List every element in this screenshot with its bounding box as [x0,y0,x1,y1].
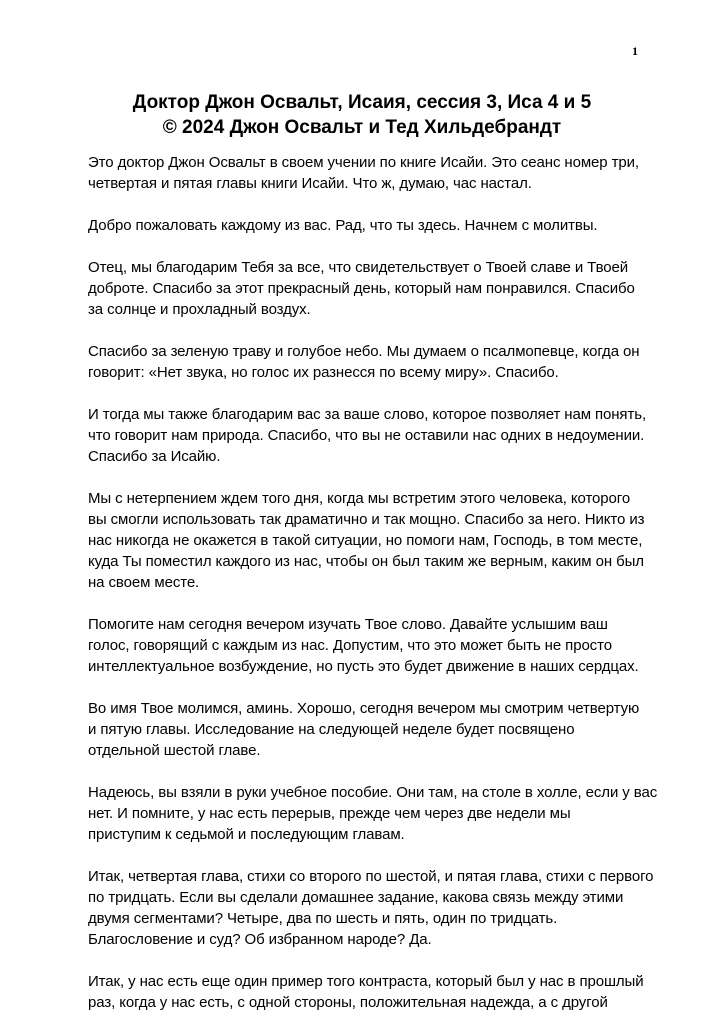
paragraph-line: интеллектуальное возбуждение, но пусть это будет движение в наших сердцах. [88,658,639,675]
paragraph-line: Итак, четвертая глава, стихи со второго по шестой, и пятая глава, стихи с первого [88,868,654,885]
paragraph-line: говорит: «Нет звука, но голос их разнесся по всему миру». Спасибо. [88,364,559,381]
document-title: Доктор Джон Освальт, Исаия, сессия 3, Иса 4 и 5 [132,92,592,113]
paragraph-line: Спасибо за Исайю. [88,448,221,465]
paragraph-line: по тридцать. Если вы сделали домашнее задание, какова связь между этими [88,889,624,906]
paragraph-line: и пятую главы. Исследование на следующей неделе будет посвящено [88,721,575,738]
paragraph-line: доброте. Спасибо за этот прекрасный день, который нам понравился. Спасибо [88,280,635,297]
paragraph-line: вы смогли использовать так драматично и так мощно. Спасибо за него. Никто из [88,511,645,528]
paragraph [88,614,644,677]
paragraph-line: И тогда мы также благодарим вас за ваше слово, которое позволяет нам понять, [88,406,647,423]
paragraph-line: куда Ты поместил каждого из нас, чтобы он был таким же верным, каким он был [88,553,644,570]
document-header [0,90,724,140]
paragraph-line: приступим к седьмой и последующим главам. [88,826,405,843]
page-number: 1 [632,44,638,58]
paragraph-line: за солнце и прохладный воздух. [88,301,311,318]
copyright-line: © 2024 Джон Освальт и Тед Хильдебрандт [162,117,562,138]
paragraph-line: на своем месте. [88,574,200,591]
document-body [88,152,658,1034]
paragraph-line: что говорит нам природа. Спасибо, что вы не оставили нас одних в недоумении. [88,427,645,444]
paragraph [88,866,654,950]
paragraph-line: раз, когда у нас есть, с одной стороны, положительная надежда, а с другой [88,994,608,1011]
paragraph [88,971,644,1013]
paragraph-line: Это доктор Джон Освальт в своем учении по книге Исайи. Это сеанс номер три, [88,154,639,171]
paragraph-line: Во имя Твое молимся, аминь. Хорошо, сегодня вечером мы смотрим четвертую [88,700,640,717]
paragraph [88,341,644,383]
paragraph-line: Отец, мы благодарим Тебя за все, что свидетельствует о Твоей славе и Твоей [88,259,629,276]
paragraph-line: нет. И помните, у нас есть перерыв, прежде чем через две недели мы [88,805,571,822]
paragraph-line: Итак, у нас есть еще один пример того контраста, который был у нас в прошлый [88,973,644,990]
paragraph [88,782,658,845]
paragraph-line: Добро пожаловать каждому из вас. Рад, что ты здесь. Начнем с молитвы. [88,217,598,234]
paragraph-line: четвертая и пятая главы книги Исайи. Что ж, думаю, час настал. [88,175,532,192]
paragraph [88,152,644,194]
paragraph-line: Помогите нам сегодня вечером изучать Твое слово. Давайте услышим ваш [88,616,608,633]
paragraph-line: отдельной шестой главе. [88,742,261,759]
paragraph-line: Благословение и суд? Об избранном народе? Да. [88,931,432,948]
paragraph [88,257,644,320]
paragraph-line: двумя сегментами? Четыре, два по шесть и пять, один по тридцать. [88,910,558,927]
paragraph-line: Надеюсь, вы взяли в руки учебное пособие. Они там, на столе в холле, если у вас [88,784,658,801]
paragraph [88,215,644,236]
paragraph [88,404,647,467]
paragraph-line: нас никогда не окажется в такой ситуации, но помоги нам, Господь, в том месте, [88,532,643,549]
paragraph-line: голос, говорящий с каждым из нас. Допустим, что это может быть не просто [88,637,612,654]
paragraph-line: Спасибо за зеленую траву и голубое небо. Мы думаем о псалмопевце, когда он [88,343,640,360]
paragraph [88,488,644,593]
paragraph-line: Мы с нетерпением ждем того дня, когда мы встретим этого человека, которого [88,490,631,507]
paragraph [88,698,644,761]
